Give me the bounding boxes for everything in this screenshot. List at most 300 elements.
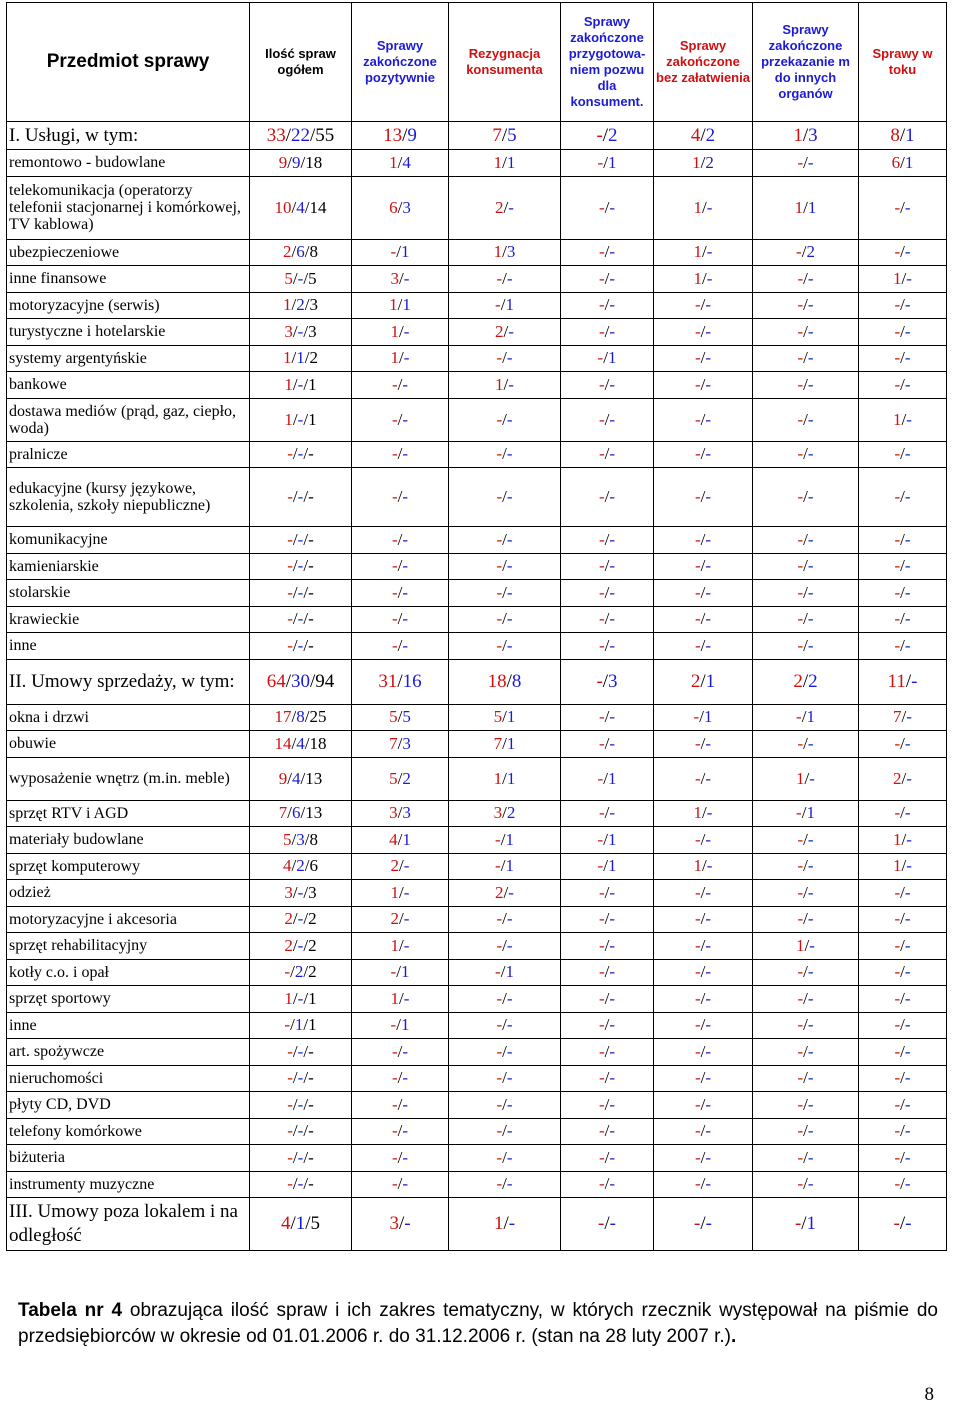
- value-part: -: [506, 1121, 513, 1141]
- cell-transferred: [753, 1118, 859, 1145]
- cell-resignation: [449, 704, 561, 731]
- value-part: -: [705, 409, 712, 429]
- value-part: 2: [308, 935, 317, 955]
- value-part: -: [297, 909, 304, 929]
- cell-transferred: [753, 1171, 859, 1198]
- separator: /: [803, 152, 808, 172]
- value-part: -: [894, 197, 901, 217]
- separator: /: [396, 242, 401, 262]
- value-part: -: [506, 935, 513, 955]
- value-part: -: [705, 582, 712, 602]
- cell-total: [250, 986, 352, 1013]
- value-part: 25: [309, 707, 327, 727]
- value-part: -: [904, 321, 911, 341]
- value-part: -: [506, 487, 513, 506]
- cell-total: [250, 827, 352, 854]
- separator: /: [700, 670, 706, 692]
- cell-transferred: [753, 553, 859, 580]
- table-row: [7, 468, 947, 527]
- cell-pending: [859, 553, 947, 580]
- cell-transferred: [753, 757, 859, 800]
- separator: /: [803, 529, 808, 549]
- cell-pending: [859, 1198, 947, 1251]
- cell-transferred: [753, 933, 859, 960]
- value-part: -: [297, 409, 304, 429]
- separator: /: [801, 803, 807, 823]
- value-part: 1: [904, 152, 914, 172]
- value-part: -: [598, 529, 605, 549]
- cell-lawsuit: [561, 659, 654, 704]
- value-part: 1: [493, 152, 503, 172]
- value-part: 1: [506, 707, 516, 727]
- value-part: -: [904, 348, 911, 368]
- value-part: -: [609, 988, 616, 1008]
- table-row: [7, 372, 947, 399]
- value-part: -: [287, 1094, 293, 1114]
- cell-pending: [859, 319, 947, 346]
- cell-positive: [352, 757, 449, 800]
- cell-lawsuit: [561, 933, 654, 960]
- value-part: -: [496, 348, 503, 368]
- value-part: -: [496, 582, 503, 602]
- header-unresolved: Sprawy zakończone bez załatwienia: [654, 3, 753, 122]
- separator: /: [397, 444, 403, 464]
- cell-pending: [859, 880, 947, 907]
- value-part: -: [705, 768, 712, 788]
- cell-resignation: [449, 553, 561, 580]
- separator: /: [803, 909, 808, 929]
- separator: /: [291, 856, 297, 876]
- value-part: -: [308, 1147, 314, 1167]
- value-part: -: [308, 1068, 314, 1088]
- value-part: -: [391, 409, 398, 429]
- separator: /: [502, 803, 507, 823]
- separator: /: [604, 733, 610, 753]
- value-part: 6: [309, 856, 318, 876]
- cell-transferred: [753, 345, 859, 372]
- header-resignation: Rezygnacja konsumenta: [449, 3, 561, 122]
- value-part: 2: [284, 935, 293, 955]
- cell-resignation: [449, 372, 561, 399]
- separator: /: [900, 529, 905, 549]
- cell-lawsuit: [561, 372, 654, 399]
- cell-resignation: [449, 757, 561, 800]
- subject-cell: materiały budowlane: [7, 827, 250, 854]
- cell-total: [250, 906, 352, 933]
- value-part: -: [807, 1068, 814, 1088]
- separator: /: [900, 1094, 905, 1114]
- value-part: 2: [308, 909, 317, 929]
- value-part: 55: [315, 124, 335, 146]
- separator: /: [604, 909, 610, 929]
- cell-unresolved: [654, 319, 753, 346]
- value-part: -: [706, 197, 713, 217]
- cell-transferred: [753, 150, 859, 177]
- value-part: 14: [309, 197, 327, 217]
- value-part: -: [496, 268, 503, 288]
- value-part: 4: [283, 856, 292, 876]
- cell-total: [250, 606, 352, 633]
- value-part: 4: [389, 829, 398, 849]
- value-part: 1: [505, 829, 514, 849]
- separator: /: [604, 803, 610, 823]
- value-part: -: [598, 197, 605, 217]
- separator: /: [303, 268, 309, 288]
- separator: /: [501, 124, 508, 146]
- separator: /: [397, 670, 403, 692]
- separator: /: [700, 1121, 706, 1141]
- value-part: -: [506, 635, 513, 655]
- value-part: -: [694, 295, 701, 315]
- separator: /: [700, 529, 706, 549]
- table-row: [7, 1039, 947, 1066]
- value-part: 3: [808, 124, 818, 146]
- cell-resignation: [449, 986, 561, 1013]
- subject-cell: instrumenty muzyczne: [7, 1171, 250, 1198]
- value-part: -: [598, 444, 605, 464]
- cell-lawsuit: [561, 906, 654, 933]
- cell-resignation: [449, 933, 561, 960]
- cell-transferred: [753, 959, 859, 986]
- separator: /: [292, 529, 298, 549]
- value-part: 5: [308, 268, 317, 288]
- cell-pending: [859, 150, 947, 177]
- value-part: 1: [794, 197, 804, 217]
- cell-unresolved: [654, 580, 753, 607]
- cell-transferred: [753, 398, 859, 441]
- cell-lawsuit: [561, 731, 654, 758]
- cell-transferred: [753, 827, 859, 854]
- value-part: -: [609, 268, 616, 288]
- table-row: [7, 959, 947, 986]
- separator: /: [304, 707, 310, 727]
- value-part: -: [609, 295, 616, 315]
- value-part: 2: [506, 803, 516, 823]
- cell-unresolved: [654, 372, 753, 399]
- value-part: -: [506, 582, 513, 602]
- separator: /: [502, 242, 507, 262]
- cell-transferred: [753, 319, 859, 346]
- value-part: -: [894, 909, 901, 929]
- value-part: -: [506, 609, 513, 629]
- cell-lawsuit: [561, 880, 654, 907]
- separator: /: [803, 582, 808, 602]
- cell-lawsuit: [561, 527, 654, 554]
- value-part: -: [496, 556, 503, 576]
- value-part: -: [705, 487, 712, 506]
- value-part: 2: [284, 909, 293, 929]
- value-part: 1: [390, 935, 400, 955]
- value-part: -: [287, 635, 293, 655]
- separator: /: [803, 444, 808, 464]
- cell-transferred: [753, 292, 859, 319]
- separator: /: [304, 348, 310, 368]
- separator: /: [502, 707, 507, 727]
- value-part: -: [402, 409, 409, 429]
- separator: /: [502, 529, 507, 549]
- value-part: 1: [389, 295, 398, 315]
- value-part: -: [904, 529, 911, 549]
- value-part: -: [797, 529, 804, 549]
- separator: /: [502, 1121, 507, 1141]
- cell-resignation: [449, 122, 561, 150]
- value-part: -: [904, 1094, 911, 1114]
- value-part: -: [706, 856, 713, 876]
- value-part: -: [797, 348, 804, 368]
- table-row: [7, 1145, 947, 1172]
- cell-lawsuit: [561, 176, 654, 239]
- value-part: -: [597, 348, 604, 368]
- value-part: -: [705, 935, 712, 955]
- value-part: -: [598, 409, 605, 429]
- value-part: -: [506, 1041, 513, 1061]
- separator: /: [700, 124, 706, 146]
- value-part: -: [797, 582, 804, 602]
- value-part: -: [797, 444, 804, 464]
- cell-unresolved: [654, 527, 753, 554]
- separator: /: [300, 803, 306, 823]
- cell-lawsuit: [561, 959, 654, 986]
- value-part: -: [904, 1041, 911, 1061]
- value-part: 4: [402, 152, 411, 172]
- cell-positive: [352, 239, 449, 266]
- separator: /: [803, 321, 808, 341]
- value-part: -: [609, 1068, 616, 1088]
- separator: /: [292, 909, 298, 929]
- cell-transferred: [753, 1039, 859, 1066]
- separator: /: [502, 1041, 507, 1061]
- value-part: -: [609, 962, 616, 982]
- value-part: 2: [294, 962, 304, 982]
- value-part: -: [506, 988, 513, 1008]
- cell-resignation: [449, 1198, 561, 1251]
- cell-lawsuit: [561, 239, 654, 266]
- separator: /: [397, 1121, 403, 1141]
- section-row: [7, 1198, 947, 1251]
- cell-transferred: [753, 853, 859, 880]
- separator: /: [900, 635, 905, 655]
- cell-transferred: [753, 1012, 859, 1039]
- value-part: -: [297, 1094, 304, 1114]
- cell-positive: [352, 292, 449, 319]
- cell-pending: [859, 1145, 947, 1172]
- value-part: -: [894, 1174, 901, 1194]
- subject-cell: telekomunikacja (operatorzy telefonii stacjonarnej i komórkowej, TV kablowa): [7, 176, 250, 239]
- separator: /: [700, 1068, 706, 1088]
- separator: /: [803, 268, 808, 288]
- value-part: -: [402, 1094, 409, 1114]
- separator: /: [700, 768, 706, 788]
- separator: /: [603, 348, 608, 368]
- value-part: -: [609, 707, 616, 727]
- value-part: -: [297, 609, 304, 629]
- value-part: -: [609, 582, 616, 602]
- separator: /: [291, 348, 297, 368]
- value-part: 3: [308, 321, 317, 341]
- value-part: -: [403, 348, 410, 368]
- cell-unresolved: [654, 633, 753, 660]
- value-part: -: [894, 935, 901, 955]
- separator: /: [802, 124, 809, 146]
- separator: /: [604, 487, 610, 506]
- value-part: -: [705, 1041, 712, 1061]
- separator: /: [702, 242, 707, 262]
- cell-pending: [859, 441, 947, 468]
- table-row: [7, 441, 947, 468]
- separator: /: [900, 348, 905, 368]
- cell-unresolved: [654, 731, 753, 758]
- value-part: -: [906, 707, 912, 727]
- value-part: -: [894, 1147, 901, 1167]
- cell-resignation: [449, 1092, 561, 1119]
- cell-pending: [859, 906, 947, 933]
- value-part: -: [297, 1041, 304, 1061]
- value-part: -: [797, 909, 804, 929]
- value-part: 1: [493, 242, 503, 262]
- separator: /: [292, 1068, 298, 1088]
- value-part: 3: [389, 1213, 399, 1234]
- cell-positive: [352, 986, 449, 1013]
- value-part: -: [705, 295, 712, 315]
- value-part: -: [694, 409, 701, 429]
- table-row: [7, 553, 947, 580]
- cell-unresolved: [654, 553, 753, 580]
- value-part: -: [308, 609, 314, 629]
- value-part: 1: [505, 962, 514, 982]
- value-part: -: [797, 268, 804, 288]
- value-part: -: [297, 882, 304, 902]
- value-part: 2: [705, 124, 716, 146]
- cell-resignation: [449, 1145, 561, 1172]
- value-part: -: [506, 348, 513, 368]
- value-part: -: [297, 487, 304, 506]
- separator: /: [899, 124, 906, 146]
- table-row: [7, 150, 947, 177]
- value-part: -: [797, 962, 804, 982]
- separator: /: [303, 988, 309, 1008]
- value-part: -: [706, 803, 713, 823]
- subject-cell: odzież: [7, 880, 250, 907]
- separator: /: [292, 1121, 298, 1141]
- separator: /: [397, 374, 403, 394]
- value-part: -: [506, 444, 513, 464]
- cell-lawsuit: [561, 468, 654, 527]
- separator: /: [397, 707, 403, 727]
- separator: /: [900, 1174, 905, 1194]
- value-part: 1: [607, 856, 617, 876]
- value-part: -: [694, 1147, 701, 1167]
- table-row: [7, 176, 947, 239]
- subject-cell: I. Usługi, w tym:: [7, 122, 250, 150]
- value-part: -: [794, 1213, 802, 1234]
- value-part: 2: [806, 242, 815, 262]
- separator: /: [502, 768, 507, 788]
- separator: /: [700, 582, 706, 602]
- cell-pending: [859, 1065, 947, 1092]
- value-part: -: [694, 909, 701, 929]
- value-part: -: [796, 707, 802, 727]
- value-part: -: [894, 733, 901, 753]
- value-part: -: [287, 1147, 293, 1167]
- separator: /: [291, 829, 297, 849]
- separator: /: [604, 529, 610, 549]
- value-part: -: [807, 152, 814, 172]
- cell-resignation: [449, 1171, 561, 1198]
- cell-positive: [352, 1092, 449, 1119]
- value-part: -: [402, 582, 409, 602]
- value-part: -: [694, 348, 701, 368]
- separator: /: [700, 829, 706, 849]
- value-part: 2: [690, 670, 701, 692]
- value-part: 1: [390, 321, 400, 341]
- value-part: 1: [308, 1015, 317, 1035]
- separator: /: [502, 635, 507, 655]
- separator: /: [399, 321, 404, 341]
- value-part: -: [705, 321, 712, 341]
- cell-transferred: [753, 1145, 859, 1172]
- cell-lawsuit: [561, 1145, 654, 1172]
- value-part: -: [807, 1094, 814, 1114]
- cell-pending: [859, 239, 947, 266]
- cell-resignation: [449, 633, 561, 660]
- separator: /: [291, 733, 297, 753]
- value-part: -: [797, 988, 804, 1008]
- cell-pending: [859, 176, 947, 239]
- value-part: 1: [400, 242, 410, 262]
- value-part: 94: [315, 670, 335, 692]
- value-part: -: [391, 1068, 398, 1088]
- separator: /: [604, 1174, 610, 1194]
- table-row: [7, 1171, 947, 1198]
- value-part: -: [598, 268, 605, 288]
- separator: /: [700, 733, 706, 753]
- value-part: 2: [495, 321, 504, 341]
- separator: /: [303, 909, 309, 929]
- value-part: -: [297, 1121, 304, 1141]
- separator: /: [700, 409, 706, 429]
- cell-total: [250, 398, 352, 441]
- separator: /: [604, 409, 610, 429]
- value-part: -: [807, 1174, 814, 1194]
- table-row: [7, 757, 947, 800]
- value-part: -: [807, 856, 814, 876]
- value-part: -: [287, 1068, 293, 1088]
- table-header: [7, 3, 947, 122]
- value-part: -: [904, 1174, 911, 1194]
- value-part: -: [609, 374, 616, 394]
- value-part: -: [694, 1174, 701, 1194]
- value-part: -: [797, 409, 804, 429]
- value-part: -: [297, 1174, 304, 1194]
- value-part: -: [705, 1015, 712, 1035]
- value-part: -: [694, 487, 701, 506]
- cell-lawsuit: [561, 319, 654, 346]
- value-part: -: [609, 1213, 616, 1234]
- cell-lawsuit: [561, 553, 654, 580]
- value-part: -: [496, 909, 503, 929]
- cell-lawsuit: [561, 150, 654, 177]
- cell-positive: [352, 659, 449, 704]
- value-part: -: [609, 487, 616, 506]
- separator: /: [604, 268, 610, 288]
- value-part: 7: [492, 124, 502, 146]
- separator: /: [304, 197, 310, 217]
- value-part: -: [807, 962, 814, 982]
- value-part: -: [596, 670, 603, 692]
- value-part: -: [894, 487, 901, 506]
- separator: /: [702, 856, 707, 876]
- caption-text: obrazująca ilość spraw i ich zakres tematyczny, w których rzecznik występował na piśmie do przedsiębiorców w okresie od 01.01.2006 r. do 31.12.2006 r. (stan na 28 luty 2007 r.): [18, 1300, 938, 1347]
